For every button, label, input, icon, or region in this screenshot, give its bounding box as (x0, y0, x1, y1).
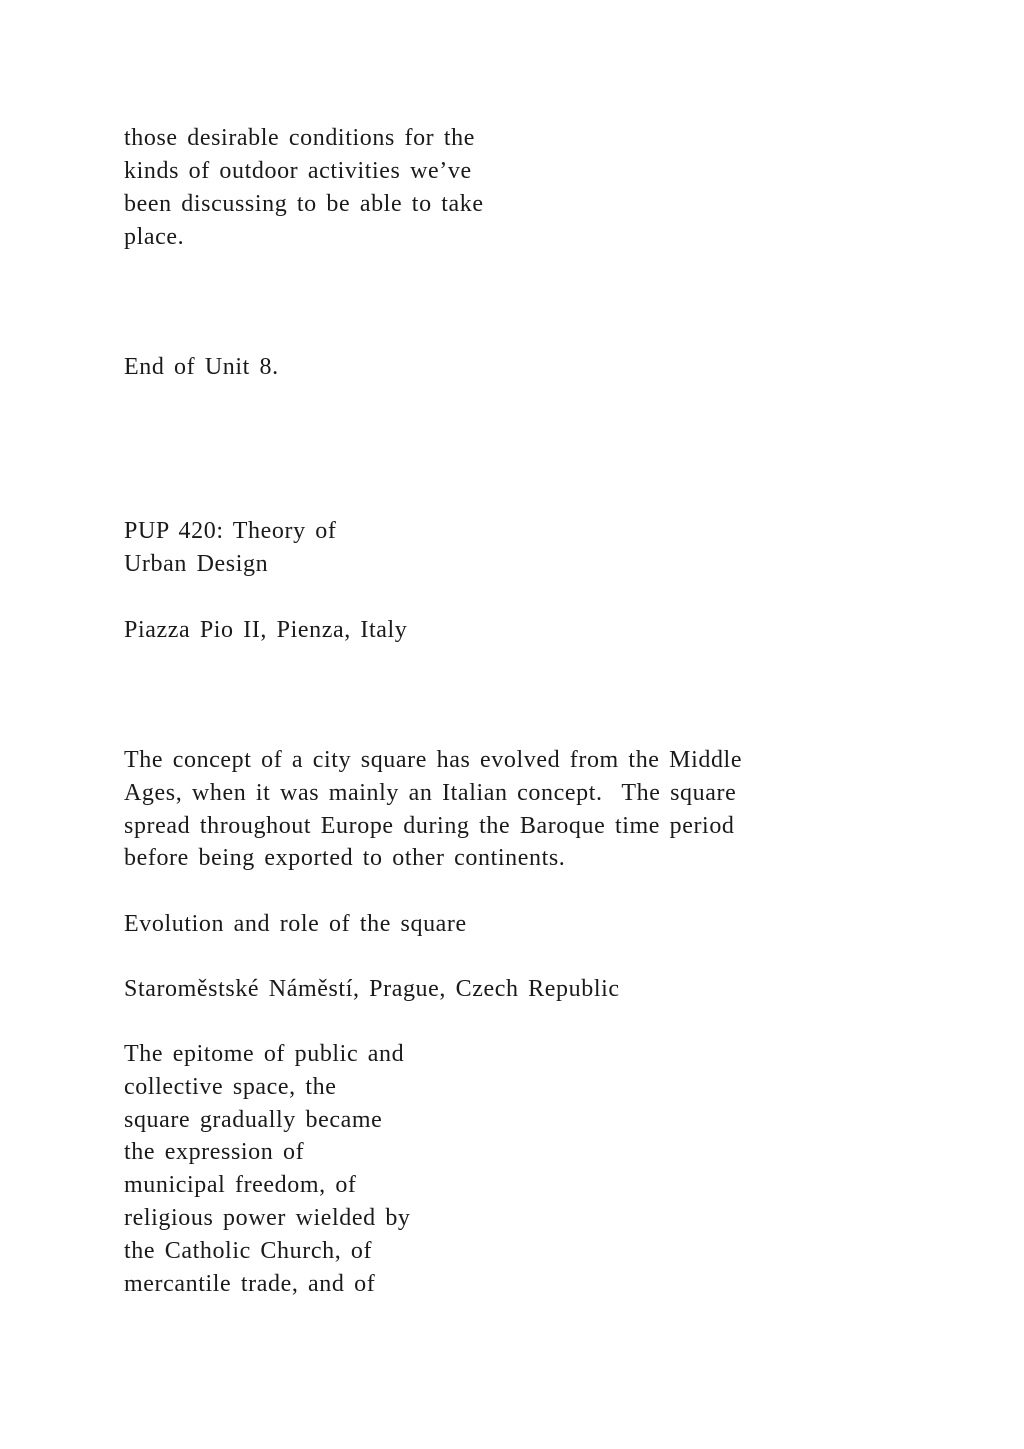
intro-paragraph-line: The concept of a city square has evolved from the Middle (124, 747, 743, 773)
continuation-line: place. (124, 224, 185, 250)
course-title-line: PUP 420: Theory of (124, 518, 337, 544)
closing-paragraph-line: the Catholic Church, of (124, 1238, 373, 1264)
course-title-line: Urban Design (124, 551, 269, 577)
section-heading: Evolution and role of the square (124, 911, 467, 937)
closing-paragraph-line: mercantile trade, and of (124, 1271, 376, 1297)
closing-paragraph-line: collective space, the (124, 1074, 337, 1100)
continuation-line: been discussing to be able to take (124, 191, 484, 217)
end-note: End of Unit 8. (124, 354, 279, 380)
image-caption: Staroměstské Náměstí, Prague, Czech Republic (124, 976, 620, 1002)
image-caption: Piazza Pio II, Pienza, Italy (124, 617, 408, 643)
closing-paragraph-line: square gradually became (124, 1107, 383, 1133)
continuation-line: those desirable conditions for the (124, 125, 475, 151)
closing-paragraph-line: religious power wielded by (124, 1205, 411, 1231)
intro-paragraph-line: Ages, when it was mainly an Italian concept. The square (124, 780, 737, 806)
closing-paragraph-line: municipal freedom, of (124, 1172, 357, 1198)
closing-paragraph-line: the expression of (124, 1139, 305, 1165)
continuation-line: kinds of outdoor activities we’ve (124, 158, 472, 184)
intro-paragraph-line: before being exported to other continents. (124, 845, 566, 871)
intro-paragraph-line: spread throughout Europe during the Baroque time period (124, 813, 735, 839)
closing-paragraph-line: The epitome of public and (124, 1041, 405, 1067)
